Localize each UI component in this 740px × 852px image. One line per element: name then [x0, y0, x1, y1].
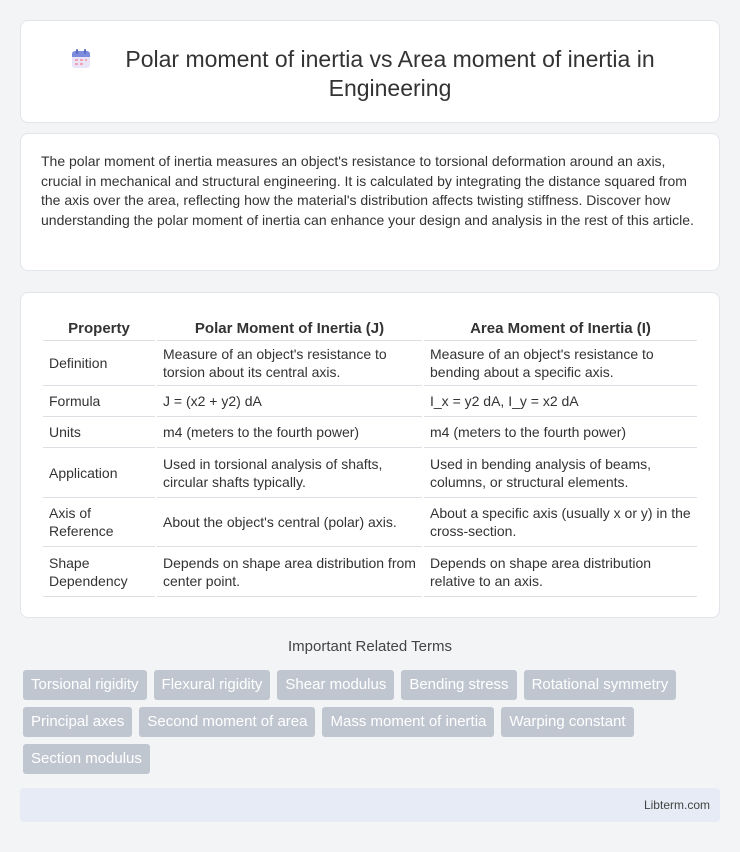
- title-card: [20, 20, 720, 123]
- related-term-tag[interactable]: Torsional rigidity: [23, 670, 147, 700]
- row-polar-value: Measure of an object's resistance to torsion about its central axis.: [157, 341, 422, 386]
- row-property: Application: [43, 448, 155, 498]
- row-polar-value: J = (x2 + y2) dA: [157, 386, 422, 417]
- row-polar-value: Used in torsional analysis of shafts, circular shafts typically.: [157, 448, 422, 498]
- row-property: Shape Dependency: [43, 547, 155, 597]
- row-area-value: m4 (meters to the fourth power): [424, 417, 697, 448]
- related-term-tag[interactable]: Warping constant: [501, 707, 633, 737]
- table-row: [43, 448, 697, 498]
- header-property: Property: [43, 313, 155, 341]
- comparison-table: [41, 313, 699, 597]
- table-row: [43, 417, 697, 448]
- header-polar: Polar Moment of Inertia (J): [157, 313, 422, 341]
- related-terms-list: [23, 670, 723, 774]
- row-polar-value: m4 (meters to the fourth power): [157, 417, 422, 448]
- row-property: Axis of Reference: [43, 498, 155, 547]
- row-area-value: About a specific axis (usually x or y) in the cross-section.: [424, 498, 697, 547]
- table-row: [43, 386, 697, 417]
- related-term-tag[interactable]: Shear modulus: [277, 670, 394, 700]
- related-term-tag[interactable]: Second moment of area: [139, 707, 315, 737]
- table-header-row: [43, 313, 697, 341]
- related-term-tag[interactable]: Bending stress: [401, 670, 516, 700]
- related-term-tag[interactable]: Flexural rigidity: [154, 670, 271, 700]
- row-property: Units: [43, 417, 155, 448]
- row-area-value: I_x = y2 dA, I_y = x2 dA: [424, 386, 697, 417]
- related-terms-title: Important Related Terms: [288, 638, 452, 655]
- intro-card: [20, 133, 720, 271]
- intro-text: The polar moment of inertia measures an object's resistance to torsional deformation around an axis, crucial in mechanical and structural engineering. It is calculated by integrating the distance squared from the axis over the area, reflecting how the material's distribution affects twisting stiffness. Discover how understanding the polar moment of inertia can enhance your design and analysis in the rest of this article.: [41, 153, 694, 228]
- row-polar-value: Depends on shape area distribution from center point.: [157, 547, 422, 597]
- related-term-tag[interactable]: Mass moment of inertia: [322, 707, 494, 737]
- related-term-tag[interactable]: Rotational symmetry: [524, 670, 677, 700]
- page-title: Polar moment of inertia vs Area moment of inertia in Engineering: [125, 46, 655, 101]
- header-area: Area Moment of Inertia (I): [424, 313, 697, 341]
- row-area-value: Used in bending analysis of beams, columns, or structural elements.: [424, 448, 697, 498]
- table-row: [43, 341, 697, 386]
- row-property: Formula: [43, 386, 155, 417]
- related-term-tag[interactable]: Principal axes: [23, 707, 132, 737]
- footer-site-link[interactable]: Libterm.com: [643, 798, 710, 812]
- footer: [20, 788, 720, 822]
- related-term-tag[interactable]: Section modulus: [23, 744, 150, 774]
- table-row: [43, 498, 697, 547]
- table-row: [43, 547, 697, 597]
- row-property: Definition: [43, 341, 155, 386]
- row-polar-value: About the object's central (polar) axis.: [157, 498, 422, 547]
- row-area-value: Depends on shape area distribution relative to an axis.: [424, 547, 697, 597]
- comparison-table-card: [20, 292, 720, 618]
- row-area-value: Measure of an object's resistance to bending about a specific axis.: [424, 341, 697, 386]
